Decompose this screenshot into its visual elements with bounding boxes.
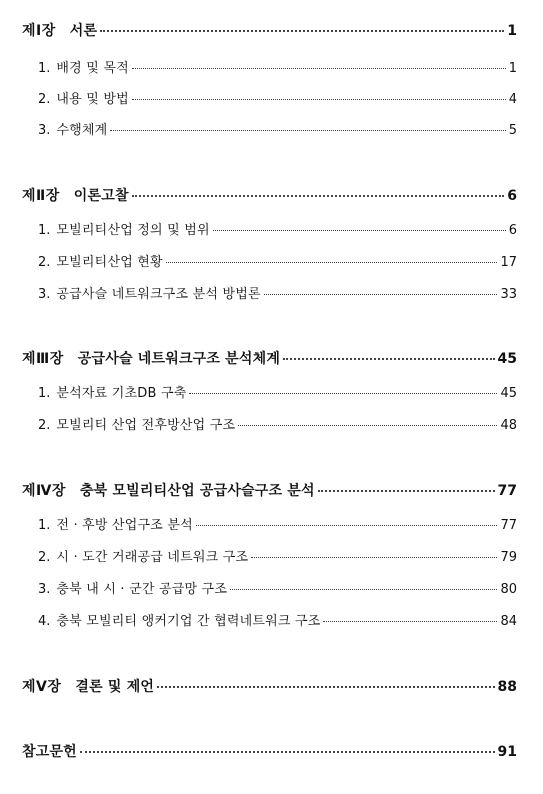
chapter-title: 결론 및 제언	[75, 679, 155, 695]
section-number: 1.	[38, 386, 51, 401]
chapter-label: 제Ⅲ장	[22, 351, 64, 367]
toc-section-4-1[interactable]	[38, 514, 517, 533]
section-title: 충북 모빌리티 앵커기업 간 협력네트워크 구조	[56, 614, 321, 629]
dot-leader	[100, 30, 504, 32]
section-title: 공급사슬 네트워크구조 분석 방법론	[56, 287, 261, 302]
page-number: 84	[500, 614, 517, 629]
section-number: 1.	[38, 61, 51, 76]
page-number: 1	[508, 61, 517, 76]
section-title: 내용 및 방법	[56, 92, 129, 107]
chapter-title: 서론	[69, 23, 98, 39]
dot-leader	[157, 686, 494, 688]
page-number: 6	[508, 223, 517, 238]
dot-leader	[251, 557, 497, 558]
section-title: 수행체계	[56, 123, 108, 138]
section-title: 모빌리티산업 현황	[56, 255, 163, 270]
toc-references[interactable]	[22, 741, 517, 761]
chapter-title: 공급사슬 네트워크구조 분석체계	[77, 351, 281, 367]
toc-section-2-3[interactable]	[38, 283, 517, 302]
dot-leader	[213, 230, 506, 231]
page-number: 33	[500, 287, 517, 302]
chapter-label: 제Ⅱ장	[22, 188, 60, 204]
toc-section-2-2[interactable]	[38, 251, 517, 270]
page-number: 45	[497, 351, 517, 367]
page-number: 45	[500, 386, 517, 401]
dot-leader	[132, 99, 506, 100]
page-number: 6	[507, 188, 517, 204]
section-number: 2.	[38, 418, 51, 433]
dot-leader	[132, 195, 505, 197]
section-number: 3.	[38, 582, 51, 597]
section-number: 4.	[38, 614, 51, 629]
page-number: 77	[497, 483, 517, 499]
page-number: 1	[507, 23, 517, 39]
section-title: 시 · 도간 거래공급 네트워크 구조	[56, 550, 249, 565]
section-number: 3.	[38, 287, 51, 302]
dot-leader	[230, 589, 497, 590]
page-number: 88	[497, 679, 517, 695]
section-number: 2.	[38, 92, 51, 107]
section-title: 전 · 후방 산업구조 분석	[56, 518, 193, 533]
toc-chapter-5[interactable]	[22, 676, 517, 696]
toc-section-2-1[interactable]	[38, 219, 517, 238]
toc-section-4-2[interactable]	[38, 546, 517, 565]
toc-section-3-1[interactable]	[38, 382, 517, 401]
chapter-title: 이론고찰	[73, 188, 129, 204]
dot-leader	[323, 621, 497, 622]
section-number: 1.	[38, 518, 51, 533]
section-number: 2.	[38, 550, 51, 565]
toc-chapter-2[interactable]	[22, 185, 517, 205]
section-number: 3.	[38, 123, 51, 138]
page-number: 48	[500, 418, 517, 433]
chapter-title: 충북 모빌리티산업 공급사슬구조 분석	[79, 483, 315, 499]
toc-section-1-2[interactable]	[38, 88, 517, 107]
page-number: 80	[500, 582, 517, 597]
dot-leader	[80, 751, 495, 753]
toc-section-1-1[interactable]	[38, 57, 517, 76]
page-number: 17	[500, 255, 517, 270]
section-title: 모빌리티 산업 전후방산업 구조	[56, 418, 236, 433]
dot-leader	[283, 358, 494, 360]
section-number: 2.	[38, 255, 51, 270]
chapter-label: 제Ⅴ장	[22, 679, 62, 695]
page-number: 77	[500, 518, 517, 533]
chapter-label: 제Ⅰ장	[22, 23, 56, 39]
dot-leader	[110, 130, 505, 131]
toc-chapter-3[interactable]	[22, 348, 517, 368]
dot-leader	[264, 294, 498, 295]
dot-leader	[166, 262, 498, 263]
section-number: 1.	[38, 223, 51, 238]
page-number: 79	[500, 550, 517, 565]
toc-chapter-1[interactable]	[22, 20, 517, 40]
toc-section-4-3[interactable]	[38, 578, 517, 597]
toc-chapter-4[interactable]	[22, 480, 517, 500]
page-number: 5	[508, 123, 517, 138]
toc-section-1-3[interactable]	[38, 119, 517, 138]
section-title: 모빌리티산업 정의 및 범위	[56, 223, 210, 238]
dot-leader	[318, 490, 495, 492]
toc-section-3-2[interactable]	[38, 414, 517, 433]
dot-leader	[189, 393, 497, 394]
toc-section-4-4[interactable]	[38, 610, 517, 629]
dot-leader	[132, 68, 506, 69]
section-title: 배경 및 목적	[56, 61, 129, 76]
section-title: 분석자료 기초DB 구축	[56, 386, 187, 401]
chapter-label: 제Ⅳ장	[22, 483, 66, 499]
references-title: 참고문헌	[22, 744, 77, 760]
page-number: 4	[508, 92, 517, 107]
dot-leader	[238, 425, 497, 426]
section-title: 충북 내 시 · 군간 공급망 구조	[56, 582, 228, 597]
dot-leader	[196, 525, 498, 526]
page-number: 91	[497, 744, 517, 760]
